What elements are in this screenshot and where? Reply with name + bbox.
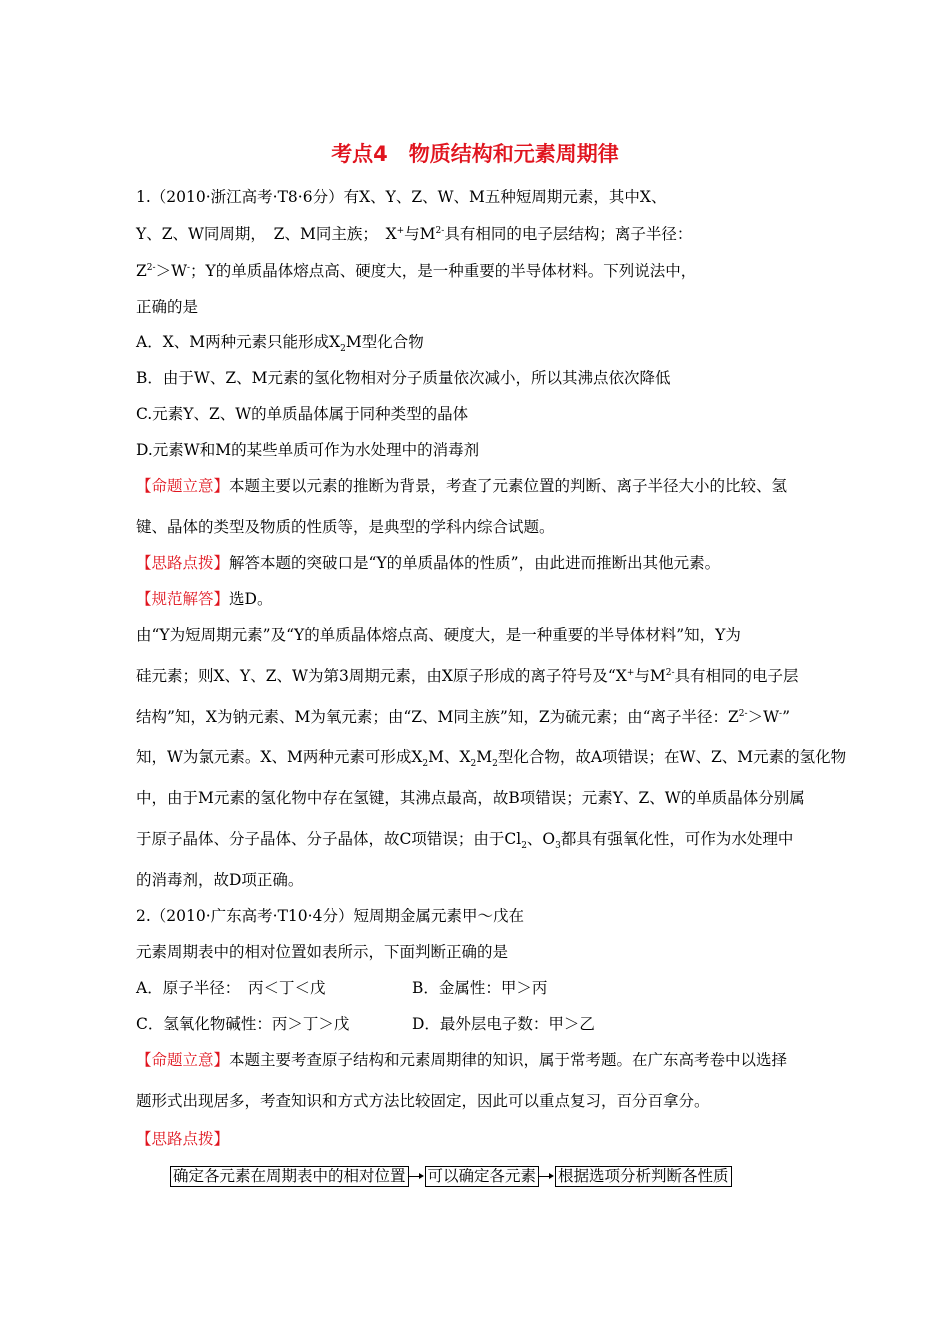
q1-answer: 【规范解答】选D。 xyxy=(136,590,273,608)
q1-intent-line-1: 【命题立意】本题主要以元素的推断为背景，考查了元素位置的判断、离子半径大小的比较、氢 xyxy=(136,477,788,495)
flow-step-3: 根据选项分析判断各性质 xyxy=(555,1166,732,1187)
q2-option-a: A．原子半径： 丙＜丁＜戊 xyxy=(136,979,326,997)
q1-option-a: A．X、M两种元素只能形成$X_2M$型化合物 xyxy=(136,333,424,355)
q1-explanation-line-3: 结构”知，X为钠元素、M为氧元素；由“Z、M同主族”知，Z为硫元素；由“离子半径：$Z^{2-}>W^-$” xyxy=(136,708,790,726)
q1-option-b: B．由于W、Z、M元素的氢化物相对分子质量依次减小，所以其沸点依次降低 xyxy=(136,369,671,387)
q2-stem-line-2: 元素周期表中的相对位置如表所示，下面判断正确的是 xyxy=(136,943,509,961)
q1-explanation-line-1: 由“Y为短周期元素”及“Y的单质晶体熔点高、硬度大，是一种重要的半导体材料”知，Y为 xyxy=(136,626,741,644)
answer-tag: 【规范解答】 xyxy=(136,590,230,608)
q1-explanation-line-7: 的消毒剂，故D项正确。 xyxy=(136,871,304,889)
flow-step-2: 可以确定各元素 xyxy=(425,1166,540,1187)
intent-tag: 【命题立意】 xyxy=(136,1051,230,1069)
hint-tag: 【思路点拨】 xyxy=(136,1130,230,1148)
q2-option-b: B．金属性：甲＞丙 xyxy=(412,979,548,997)
q1-explanation-line-2: 硅元素；则X、Y、Z、W为第3周期元素，由X原子形成的离子符号及“X+与$M^{2-}$具有相同的电子层 xyxy=(136,667,799,685)
q2-stem-line-1: 2.（2010·广东高考·T10·4分）短周期金属元素甲～戊在 xyxy=(136,907,524,925)
arrow-right-icon xyxy=(539,1172,555,1182)
q2-hint xyxy=(136,1129,229,1149)
q1-option-c: C.元素Y、Z、W的单质晶体属于同种类型的晶体 xyxy=(136,405,469,423)
q1-stem-line-3: $Z^{2-}>W^-$；Y的单质晶体熔点高、硬度大，是一种重要的半导体材料。下列说法中， xyxy=(136,262,697,280)
q1-intent-line-2: 键、晶体的类型及物质的性质等，是典型的学科内综合试题。 xyxy=(136,518,555,536)
q1-hint: 【思路点拨】解答本题的突破口是“Y的单质晶体的性质”，由此进而推断出其他元素。 xyxy=(136,554,721,572)
q2-option-c: C．氢氧化物碱性：丙＞丁＞戊 xyxy=(136,1015,350,1033)
reasoning-flowchart xyxy=(170,1166,732,1187)
hint-tag: 【思路点拨】 xyxy=(136,554,230,572)
flow-step-1: 确定各元素在周期表中的相对位置 xyxy=(170,1166,409,1187)
intent-tag: 【命题立意】 xyxy=(136,477,230,495)
q2-intent-line-1: 【命题立意】本题主要考查原子结构和元素周期律的知识，属于常考题。在广东高考卷中以选择 xyxy=(136,1051,788,1069)
page-title: 考点4 物质结构和元素周期律 xyxy=(331,142,619,166)
q1-stem-line-4: 正确的是 xyxy=(136,298,199,316)
q2-intent-line-2: 题形式出现居多，考查知识和方式方法比较固定，因此可以重点复习，百分百拿分。 xyxy=(136,1092,710,1110)
q1-stem-line-2: Y、Z、W同周期， Z、M同主族； X+与$M^{2-}$具有相同的电子层结构；离子半径： xyxy=(136,225,693,243)
q1-explanation-line-6: 于原子晶体、分子晶体、分子晶体，故C项错误；由于$Cl_2$、$O_3$都具有强氧化性，可作为水处理中 xyxy=(136,830,794,852)
arrow-right-icon xyxy=(409,1172,425,1182)
q1-explanation-line-5: 中，由于M元素的氢化物中存在氢键，其沸点最高，故B项错误；元素Y、Z、W的单质晶体分别属 xyxy=(136,789,805,807)
q1-option-d: D.元素W和M的某些单质可作为水处理中的消毒剂 xyxy=(136,441,480,459)
q1-stem-line-1: 1.（2010·浙江高考·T8·6分）有X、Y、Z、W、M五种短周期元素，其中X、 xyxy=(136,188,667,206)
q1-explanation-line-4: 知，W为氯元素。X、M两种元素可形成$X_2M$、$X_2M_2$型化合物，故A项错误；在W、Z、M元素的氢化物 xyxy=(136,748,847,770)
q2-option-d: D．最外层电子数：甲＞乙 xyxy=(412,1015,595,1033)
